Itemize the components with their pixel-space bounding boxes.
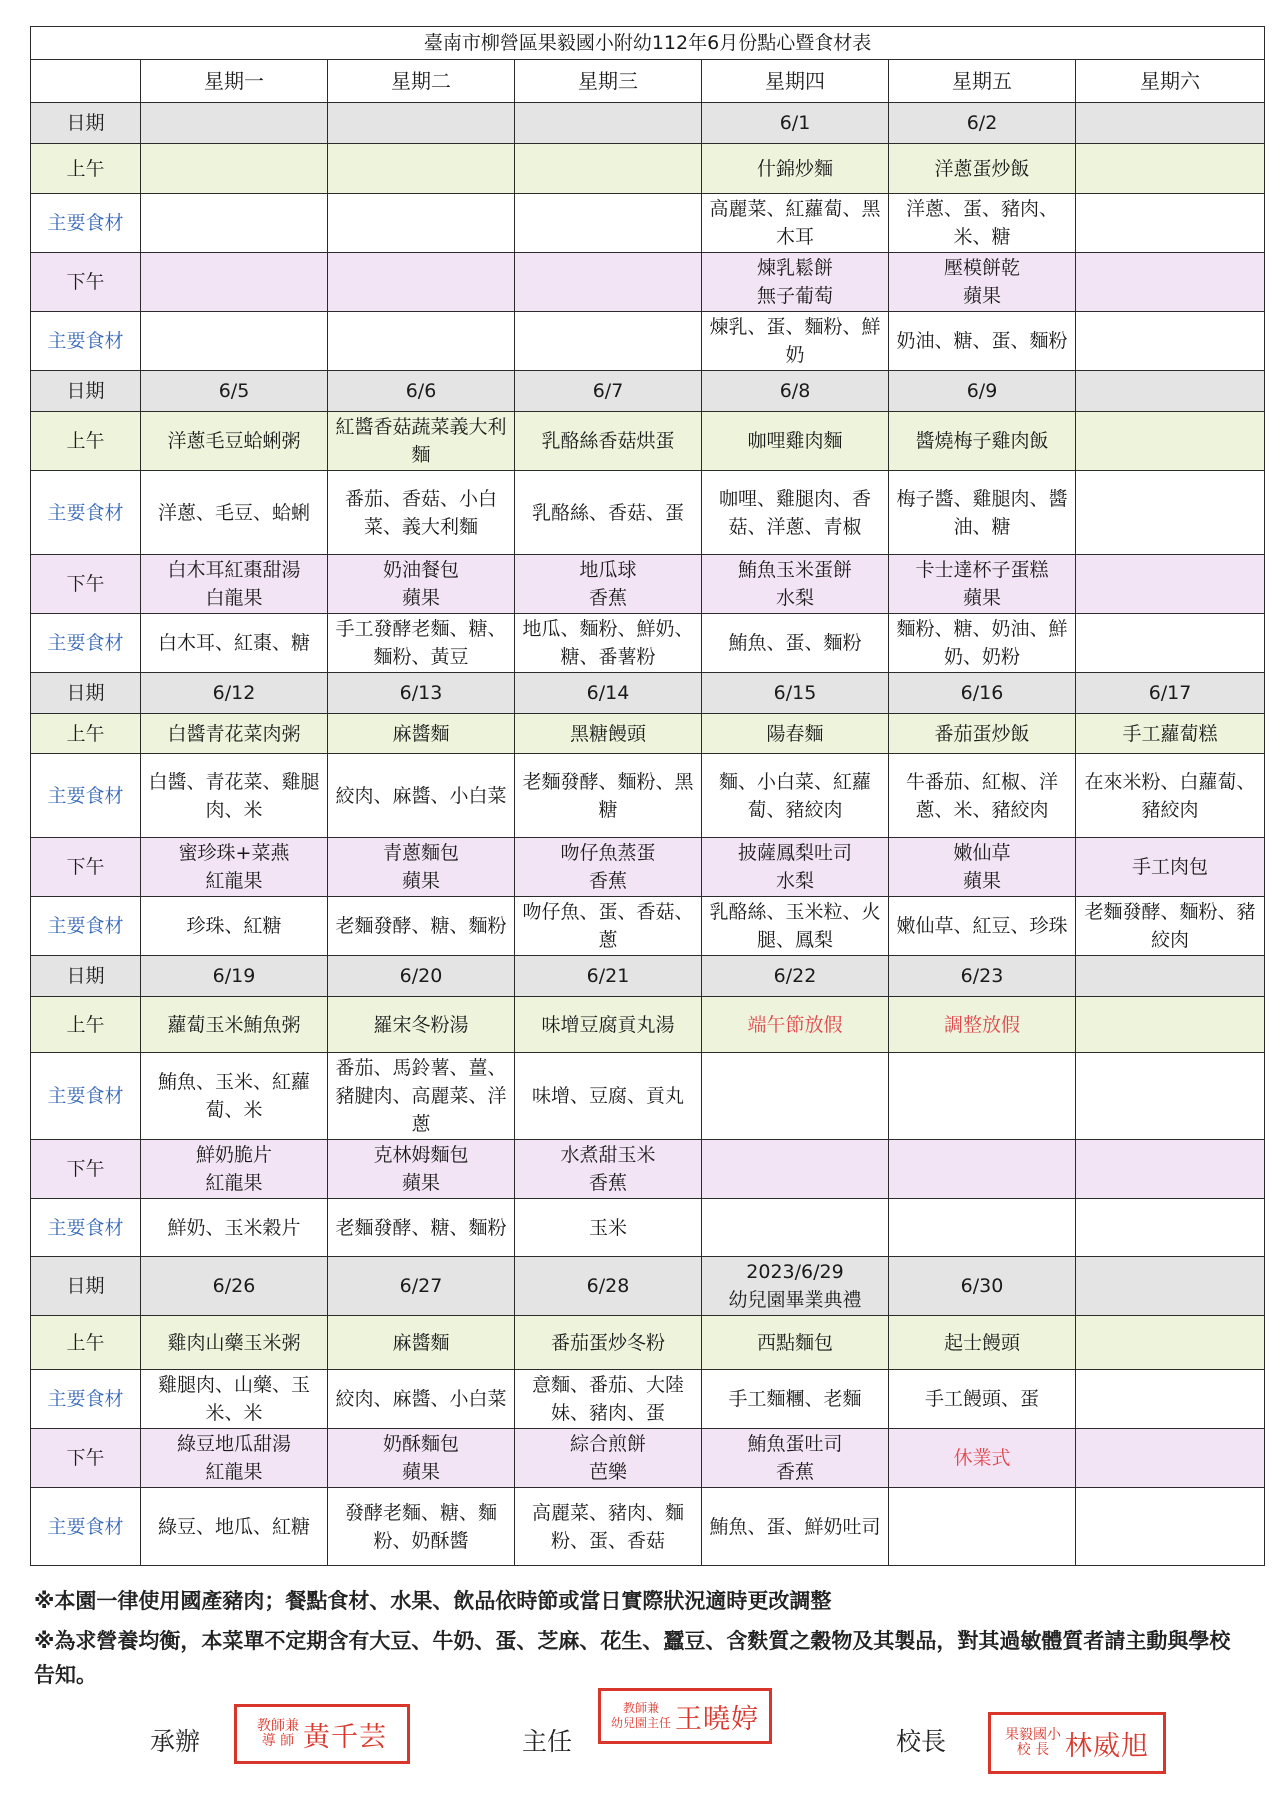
am-snack-cell: 蘿蔔玉米鮪魚粥 xyxy=(141,997,328,1053)
date-cell: 6/12 xyxy=(141,673,328,714)
pm-ingredients-cell: 鮮奶、玉米穀片 xyxy=(141,1199,328,1257)
date-cell: 6/22 xyxy=(702,956,889,997)
am-ingredients-cell: 味增、豆腐、貢丸 xyxy=(515,1053,702,1140)
pm-ingredients-cell: 老麵發酵、糖、麵粉 xyxy=(328,897,515,956)
pm-snack-cell: 綜合煎餅 芭樂 xyxy=(515,1429,702,1488)
pm-ingredients-row xyxy=(31,897,1265,956)
am-ingredients-cell: 高麗菜、紅蘿蔔、黑木耳 xyxy=(702,194,889,253)
date-cell: 6/21 xyxy=(515,956,702,997)
am-snack-row xyxy=(31,412,1265,471)
am-ingredients-cell: 洋蔥、蛋、豬肉、米、糖 xyxy=(889,194,1076,253)
row-label-pm-snack: 下午 xyxy=(31,1429,141,1488)
pm-snack-cell xyxy=(702,1140,889,1199)
weekday-header: 星期二 xyxy=(328,60,515,103)
pm-ingredients-cell xyxy=(702,1199,889,1257)
pm-snack-cell: 克林姆麵包 蘋果 xyxy=(328,1140,515,1199)
am-snack-cell xyxy=(1076,997,1265,1053)
pm-snack-cell: 煉乳鬆餅 無子葡萄 xyxy=(702,253,889,312)
am-snack-row xyxy=(31,714,1265,754)
pm-snack-cell: 鮪魚蛋吐司 香蕉 xyxy=(702,1429,889,1488)
row-label-am-ingredients: 主要食材 xyxy=(31,471,141,555)
pm-ingredients-cell xyxy=(1076,312,1265,371)
am-snack-cell: 咖哩雞肉麵 xyxy=(702,412,889,471)
date-cell xyxy=(141,103,328,144)
date-row xyxy=(31,956,1265,997)
pm-ingredients-cell xyxy=(1076,1199,1265,1257)
pm-ingredients-cell: 白木耳、紅棗、糖 xyxy=(141,614,328,673)
am-snack-row xyxy=(31,997,1265,1053)
am-ingredients-cell xyxy=(141,194,328,253)
pm-snack-row xyxy=(31,1429,1265,1488)
date-row xyxy=(31,673,1265,714)
note-pork: ※本園一律使用國產豬肉；餐點食材、水果、飲品依時節或當日實際狀況適時更改調整 xyxy=(34,1589,832,1613)
am-ingredients-cell xyxy=(1076,471,1265,555)
pm-snack-row xyxy=(31,253,1265,312)
pm-ingredients-cell xyxy=(141,312,328,371)
pm-ingredients-cell: 奶油、糖、蛋、麵粉 xyxy=(889,312,1076,371)
am-ingredients-cell: 手工饅頭、蛋 xyxy=(889,1370,1076,1429)
date-cell: 6/13 xyxy=(328,673,515,714)
pm-snack-cell xyxy=(328,253,515,312)
pm-snack-cell xyxy=(141,253,328,312)
stamp-handler xyxy=(234,1704,410,1764)
row-label-pm-snack: 下午 xyxy=(31,555,141,614)
row-label-am-snack: 上午 xyxy=(31,997,141,1053)
am-ingredients-cell: 牛番茄、紅椒、洋蔥、米、豬絞肉 xyxy=(889,754,1076,838)
pm-snack-cell xyxy=(1076,1140,1265,1199)
am-ingredients-cell: 番茄、香菇、小白菜、義大利麵 xyxy=(328,471,515,555)
stamp-principal-name: 林威旭 xyxy=(1065,1730,1149,1762)
am-snack-cell: 味增豆腐貢丸湯 xyxy=(515,997,702,1053)
date-row xyxy=(31,103,1265,144)
pm-ingredients-cell xyxy=(1076,1488,1265,1566)
pm-snack-cell: 休業式 xyxy=(889,1429,1076,1488)
am-snack-cell: 乳酪絲香菇烘蛋 xyxy=(515,412,702,471)
pm-ingredients-cell: 手工發酵老麵、糖、麵粉、黃豆 xyxy=(328,614,515,673)
row-label-pm-ingredients: 主要食材 xyxy=(31,312,141,371)
row-label-am-snack: 上午 xyxy=(31,1316,141,1370)
date-cell: 6/30 xyxy=(889,1257,1076,1316)
pm-snack-cell: 青蔥麵包 蘋果 xyxy=(328,838,515,897)
am-snack-cell: 手工蘿蔔糕 xyxy=(1076,714,1265,754)
am-snack-cell: 黑糖饅頭 xyxy=(515,714,702,754)
stamp-handler-title: 教師兼 導 師 xyxy=(257,1718,299,1749)
pm-snack-cell: 手工肉包 xyxy=(1076,838,1265,897)
date-cell: 6/27 xyxy=(328,1257,515,1316)
date-cell: 6/16 xyxy=(889,673,1076,714)
weekday-header-row xyxy=(31,60,1265,103)
am-ingredients-cell: 絞肉、麻醬、小白菜 xyxy=(328,1370,515,1429)
row-label-pm-snack: 下午 xyxy=(31,253,141,312)
date-cell: 6/9 xyxy=(889,371,1076,412)
pm-ingredients-cell: 鮪魚、蛋、麵粉 xyxy=(702,614,889,673)
pm-ingredients-cell xyxy=(889,1199,1076,1257)
pm-ingredients-cell xyxy=(1076,614,1265,673)
am-ingredients-cell: 老麵發酵、麵粉、黑糖 xyxy=(515,754,702,838)
am-ingredients-row xyxy=(31,1370,1265,1429)
am-ingredients-cell: 洋蔥、毛豆、蛤蜊 xyxy=(141,471,328,555)
am-snack-cell xyxy=(1076,1316,1265,1370)
date-cell xyxy=(1076,103,1265,144)
am-snack-cell: 調整放假 xyxy=(889,997,1076,1053)
signature-label-director: 主任 xyxy=(522,1727,573,1756)
pm-snack-cell: 披薩鳳梨吐司 水梨 xyxy=(702,838,889,897)
pm-ingredients-cell: 鮪魚、蛋、鮮奶吐司 xyxy=(702,1488,889,1566)
am-ingredients-row xyxy=(31,754,1265,838)
am-ingredients-row xyxy=(31,194,1265,253)
am-snack-cell: 醬燒梅子雞肉飯 xyxy=(889,412,1076,471)
pm-snack-cell: 地瓜球 香蕉 xyxy=(515,555,702,614)
date-cell: 6/14 xyxy=(515,673,702,714)
am-snack-cell: 陽春麵 xyxy=(702,714,889,754)
pm-ingredients-row xyxy=(31,1199,1265,1257)
pm-snack-cell: 卡士達杯子蛋糕 蘋果 xyxy=(889,555,1076,614)
pm-ingredients-cell xyxy=(328,312,515,371)
stamp-director-title: 教師兼 幼兒園主任 xyxy=(610,1701,671,1730)
row-label-pm-ingredients: 主要食材 xyxy=(31,897,141,956)
am-ingredients-cell: 番茄、馬鈴薯、薑、豬腱肉、高麗菜、洋蔥 xyxy=(328,1053,515,1140)
row-label-pm-ingredients: 主要食材 xyxy=(31,614,141,673)
pm-ingredients-cell: 嫩仙草、紅豆、珍珠 xyxy=(889,897,1076,956)
date-cell: 6/7 xyxy=(515,371,702,412)
row-label-pm-ingredients: 主要食材 xyxy=(31,1488,141,1566)
pm-snack-cell xyxy=(1076,1429,1265,1488)
am-snack-row xyxy=(31,1316,1265,1370)
pm-snack-cell: 鮮奶脆片 紅龍果 xyxy=(141,1140,328,1199)
pm-snack-cell: 綠豆地瓜甜湯 紅龍果 xyxy=(141,1429,328,1488)
pm-ingredients-row xyxy=(31,1488,1265,1566)
am-snack-cell xyxy=(141,144,328,194)
am-ingredients-cell xyxy=(515,194,702,253)
row-label-am-snack: 上午 xyxy=(31,714,141,754)
row-label-pm-snack: 下午 xyxy=(31,838,141,897)
row-label-pm-ingredients: 主要食材 xyxy=(31,1199,141,1257)
signature-label-handler: 承辦 xyxy=(150,1727,201,1756)
pm-snack-cell: 奶油餐包 蘋果 xyxy=(328,555,515,614)
date-cell xyxy=(1076,956,1265,997)
am-ingredients-cell: 鮪魚、玉米、紅蘿蔔、米 xyxy=(141,1053,328,1140)
weekday-header: 星期六 xyxy=(1076,60,1265,103)
pm-ingredients-row xyxy=(31,614,1265,673)
am-ingredients-cell: 白醬、青花菜、雞腿肉、米 xyxy=(141,754,328,838)
row-label-am-ingredients: 主要食材 xyxy=(31,1053,141,1140)
date-cell: 2023/6/29 幼兒園畢業典禮 xyxy=(702,1257,889,1316)
stamp-director-name: 王曉婷 xyxy=(675,1703,759,1735)
page-title: 臺南市柳營區果毅國小附幼112年6月份點心暨食材表 xyxy=(31,27,1265,60)
am-snack-cell: 羅宋冬粉湯 xyxy=(328,997,515,1053)
pm-snack-cell xyxy=(515,253,702,312)
date-row xyxy=(31,1257,1265,1316)
weekday-header: 星期一 xyxy=(141,60,328,103)
row-label-date: 日期 xyxy=(31,371,141,412)
stamp-handler-name: 黃千芸 xyxy=(303,1721,387,1753)
pm-snack-cell: 吻仔魚蒸蛋 香蕉 xyxy=(515,838,702,897)
am-snack-cell: 洋蔥毛豆蛤蜊粥 xyxy=(141,412,328,471)
am-snack-cell: 西點麵包 xyxy=(702,1316,889,1370)
pm-ingredients-cell xyxy=(515,312,702,371)
pm-snack-cell: 蜜珍珠+菜燕 紅龍果 xyxy=(141,838,328,897)
date-cell xyxy=(1076,1257,1265,1316)
row-label-date: 日期 xyxy=(31,1257,141,1316)
pm-snack-cell: 嫩仙草 蘋果 xyxy=(889,838,1076,897)
pm-snack-cell xyxy=(1076,253,1265,312)
pm-ingredients-cell: 高麗菜、豬肉、麵粉、蛋、香菇 xyxy=(515,1488,702,1566)
am-ingredients-cell xyxy=(889,1053,1076,1140)
row-label-am-snack: 上午 xyxy=(31,412,141,471)
am-snack-cell: 白醬青花菜肉粥 xyxy=(141,714,328,754)
pm-ingredients-cell: 玉米 xyxy=(515,1199,702,1257)
am-snack-row xyxy=(31,144,1265,194)
pm-ingredients-cell: 珍珠、紅糖 xyxy=(141,897,328,956)
am-ingredients-cell: 梅子醬、雞腿肉、醬油、糖 xyxy=(889,471,1076,555)
pm-ingredients-cell: 麵粉、糖、奶油、鮮奶、奶粉 xyxy=(889,614,1076,673)
row-label-am-ingredients: 主要食材 xyxy=(31,1370,141,1429)
date-cell: 6/19 xyxy=(141,956,328,997)
am-snack-cell xyxy=(328,144,515,194)
am-snack-cell xyxy=(1076,412,1265,471)
header-corner xyxy=(31,60,141,103)
date-cell: 6/8 xyxy=(702,371,889,412)
am-ingredients-cell: 乳酪絲、香菇、蛋 xyxy=(515,471,702,555)
date-cell: 6/15 xyxy=(702,673,889,714)
date-cell: 6/17 xyxy=(1076,673,1265,714)
row-label-am-ingredients: 主要食材 xyxy=(31,754,141,838)
pm-snack-cell: 壓模餅乾 蘋果 xyxy=(889,253,1076,312)
pm-snack-row xyxy=(31,555,1265,614)
pm-snack-cell: 白木耳紅棗甜湯 白龍果 xyxy=(141,555,328,614)
pm-ingredients-cell: 吻仔魚、蛋、香菇、蔥 xyxy=(515,897,702,956)
note-allergens: ※為求營養均衡，本菜單不定期含有大豆、牛奶、蛋、芝麻、花生、蠶豆、含麩質之穀物及其製品，對其過敏體質者請主動與學校告知。 xyxy=(34,1629,1231,1687)
date-cell xyxy=(515,103,702,144)
am-ingredients-cell xyxy=(1076,194,1265,253)
stamp-principal xyxy=(988,1712,1166,1774)
am-ingredients-cell: 意麵、番茄、大陸妹、豬肉、蛋 xyxy=(515,1370,702,1429)
pm-snack-cell xyxy=(1076,555,1265,614)
stamp-director xyxy=(598,1688,772,1744)
am-ingredients-cell: 絞肉、麻醬、小白菜 xyxy=(328,754,515,838)
am-snack-cell: 番茄蛋炒飯 xyxy=(889,714,1076,754)
pm-ingredients-cell: 地瓜、麵粉、鮮奶、糖、番薯粉 xyxy=(515,614,702,673)
weekday-header: 星期五 xyxy=(889,60,1076,103)
pm-ingredients-cell: 乳酪絲、玉米粒、火腿、鳳梨 xyxy=(702,897,889,956)
weekday-header: 星期四 xyxy=(702,60,889,103)
am-ingredients-cell xyxy=(1076,1370,1265,1429)
am-snack-cell: 起士饅頭 xyxy=(889,1316,1076,1370)
am-ingredients-row xyxy=(31,471,1265,555)
am-snack-cell: 麻醬麵 xyxy=(328,1316,515,1370)
am-ingredients-cell: 咖哩、雞腿肉、香菇、洋蔥、青椒 xyxy=(702,471,889,555)
am-snack-cell: 雞肉山藥玉米粥 xyxy=(141,1316,328,1370)
pm-ingredients-cell: 老麵發酵、麵粉、豬絞肉 xyxy=(1076,897,1265,956)
pm-snack-row xyxy=(31,838,1265,897)
pm-snack-cell: 奶酥麵包 蘋果 xyxy=(328,1429,515,1488)
pm-snack-cell: 鮪魚玉米蛋餅 水梨 xyxy=(702,555,889,614)
date-cell: 6/23 xyxy=(889,956,1076,997)
pm-ingredients-row xyxy=(31,312,1265,371)
am-snack-cell: 紅醬香菇蔬菜義大利麵 xyxy=(328,412,515,471)
notes xyxy=(34,1584,1244,1698)
am-snack-cell: 洋蔥蛋炒飯 xyxy=(889,144,1076,194)
date-row xyxy=(31,371,1265,412)
am-snack-cell xyxy=(1076,144,1265,194)
am-snack-cell: 什錦炒麵 xyxy=(702,144,889,194)
am-ingredients-cell xyxy=(1076,1053,1265,1140)
am-ingredients-cell: 在來米粉、白蘿蔔、豬絞肉 xyxy=(1076,754,1265,838)
pm-snack-cell: 水煮甜玉米 香蕉 xyxy=(515,1140,702,1199)
am-snack-cell xyxy=(515,144,702,194)
date-cell: 6/20 xyxy=(328,956,515,997)
row-label-am-snack: 上午 xyxy=(31,144,141,194)
date-cell xyxy=(328,103,515,144)
pm-ingredients-cell: 發酵老麵、糖、麵粉、奶酥醬 xyxy=(328,1488,515,1566)
am-snack-cell: 番茄蛋炒冬粉 xyxy=(515,1316,702,1370)
am-snack-cell: 端午節放假 xyxy=(702,997,889,1053)
am-ingredients-cell: 雞腿肉、山藥、玉米、米 xyxy=(141,1370,328,1429)
am-ingredients-cell xyxy=(702,1053,889,1140)
am-ingredients-cell: 麵、小白菜、紅蘿蔔、豬絞肉 xyxy=(702,754,889,838)
menu-table xyxy=(30,26,1265,1566)
weekday-header: 星期三 xyxy=(515,60,702,103)
date-cell: 6/6 xyxy=(328,371,515,412)
pm-ingredients-cell xyxy=(889,1488,1076,1566)
row-label-date: 日期 xyxy=(31,673,141,714)
row-label-pm-snack: 下午 xyxy=(31,1140,141,1199)
am-ingredients-row xyxy=(31,1053,1265,1140)
am-ingredients-cell xyxy=(328,194,515,253)
date-cell: 6/2 xyxy=(889,103,1076,144)
date-cell: 6/28 xyxy=(515,1257,702,1316)
row-label-date: 日期 xyxy=(31,956,141,997)
date-cell: 6/1 xyxy=(702,103,889,144)
pm-ingredients-cell: 煉乳、蛋、麵粉、鮮奶 xyxy=(702,312,889,371)
row-label-date: 日期 xyxy=(31,103,141,144)
date-cell: 6/26 xyxy=(141,1257,328,1316)
row-label-am-ingredients: 主要食材 xyxy=(31,194,141,253)
am-ingredients-cell: 手工麵糰、老麵 xyxy=(702,1370,889,1429)
menu-sheet xyxy=(30,26,1264,1566)
pm-ingredients-cell: 老麵發酵、糖、麵粉 xyxy=(328,1199,515,1257)
pm-snack-cell xyxy=(889,1140,1076,1199)
pm-ingredients-cell: 綠豆、地瓜、紅糖 xyxy=(141,1488,328,1566)
signature-label-principal: 校長 xyxy=(896,1727,947,1756)
date-cell: 6/5 xyxy=(141,371,328,412)
stamp-principal-title: 果毅國小 校 長 xyxy=(1005,1727,1061,1758)
am-snack-cell: 麻醬麵 xyxy=(328,714,515,754)
date-cell xyxy=(1076,371,1265,412)
pm-snack-row xyxy=(31,1140,1265,1199)
